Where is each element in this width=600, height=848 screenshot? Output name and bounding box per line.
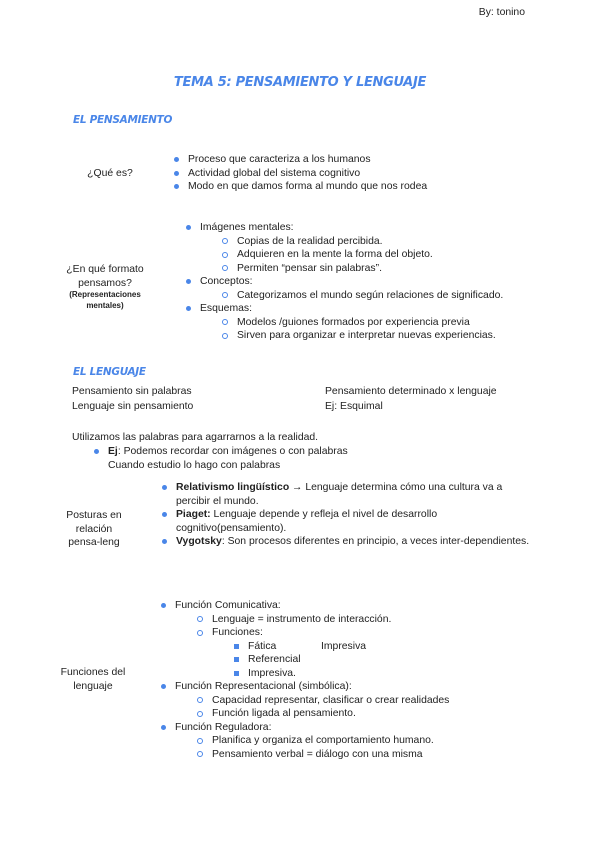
- list-item: Planifica y organiza el comportamiento humano.: [212, 734, 449, 748]
- esquemas-item: Esquemas:: [200, 302, 503, 316]
- postura-text: : Son procesos diferentes en principio, a veces inter-dependientes.: [221, 536, 530, 547]
- formato-sublabel: (Representaciones mentales): [69, 290, 141, 310]
- postura-text: → Lenguaje determina cómo una cultura va a percibir el mundo.: [176, 482, 503, 507]
- funciones-label: Funciones del lenguaje: [60, 667, 126, 692]
- formato-list: [200, 221, 503, 343]
- funciones-list: [175, 599, 449, 761]
- list-item: Referencial: [248, 653, 449, 667]
- list-item: Sirven para organizar e interpretar nuevas experiencias.: [237, 329, 503, 343]
- funcion-comunicativa-item: Función Comunicativa:: [175, 599, 449, 613]
- list-item: [176, 535, 532, 549]
- list-item-continuation: Cuando estudio lo hago con palabras: [108, 459, 281, 471]
- impresiva-inline-text: Impresiva: [321, 640, 367, 652]
- list-item: Capacidad representar, clasificar o crear realidades: [212, 694, 450, 706]
- que-es-label: ¿Qué es?: [87, 168, 133, 179]
- posturas-list: [176, 481, 532, 549]
- que-es-list: [188, 153, 427, 194]
- postura-title: Relativismo lingüístico: [176, 482, 290, 493]
- list-item: Actividad global del sistema cognitivo: [188, 167, 427, 181]
- ejemplo-esquimal: Ej: Esquimal: [325, 401, 383, 412]
- list-item: Adquieren en la mente la forma del objeto.: [237, 248, 503, 262]
- list-item: [176, 508, 532, 535]
- ej-text: : Podemos recordar con imágenes o con palabras: [117, 446, 348, 457]
- pensamiento-sin-palabras: Pensamiento sin palabras: [72, 386, 192, 397]
- list-item: Pensamiento verbal = diálogo con una misma: [212, 748, 449, 762]
- postura-title: Piaget:: [176, 509, 211, 520]
- formato-label: [55, 263, 155, 311]
- fatica-text: Fática: [248, 640, 277, 652]
- page-title: TEMA 5: PENSAMIENTO Y LENGUAJE: [173, 75, 427, 90]
- formato-question: ¿En qué formato pensamos?: [66, 264, 144, 289]
- conceptos-item: Conceptos:: [200, 275, 503, 289]
- author-credit: By: tonino: [478, 7, 525, 18]
- funciones-sub-item: Funciones:: [212, 626, 449, 640]
- list-item: Proceso que caracteriza a los humanos: [188, 153, 427, 167]
- funcion-representacional-item: Función Representacional (simbólica):: [175, 680, 449, 694]
- funcion-reguladora-item: Función Reguladora:: [175, 721, 449, 735]
- list-item: Impresiva.: [248, 667, 449, 681]
- list-item: [176, 481, 532, 508]
- list-item: [248, 640, 449, 654]
- list-item: Modelos /guiones formados por experiencia previa: [237, 316, 503, 330]
- list-item: Función ligada al pensamiento.: [212, 707, 449, 721]
- ej-label: Ej: [108, 446, 118, 457]
- imagenes-mentales-item: Imágenes mentales:: [200, 221, 503, 235]
- section-heading-pensamiento: EL PENSAMIENTO: [73, 114, 173, 126]
- list-item: Modo en que damos forma al mundo que nos rodea: [188, 181, 428, 192]
- list-item: Lenguaje = instrumento de interacción.: [212, 613, 449, 627]
- lenguaje-sin-pensamiento: Lenguaje sin pensamiento: [72, 401, 194, 412]
- utilizamos-text: Utilizamos las palabras para agarrarnos a la realidad.: [72, 432, 319, 443]
- list-item: [108, 445, 348, 459]
- posturas-label: Posturas en relación pensa-leng: [66, 510, 122, 548]
- section-heading-lenguaje: EL LENGUAJE: [73, 366, 146, 378]
- postura-text: Lenguaje depende y refleja el nivel de desarrollo cognitivo(pensamiento).: [176, 509, 438, 534]
- pensamiento-determinado: Pensamiento determinado x lenguaje: [325, 386, 497, 397]
- list-item: Categorizamos el mundo según relaciones de significado.: [237, 289, 504, 301]
- list-item: Permiten “pensar sin palabras”.: [237, 262, 503, 276]
- list-item: Copias de la realidad percibida.: [237, 235, 503, 249]
- ejemplo-list: [108, 445, 348, 472]
- postura-title: Vygotsky: [176, 536, 222, 547]
